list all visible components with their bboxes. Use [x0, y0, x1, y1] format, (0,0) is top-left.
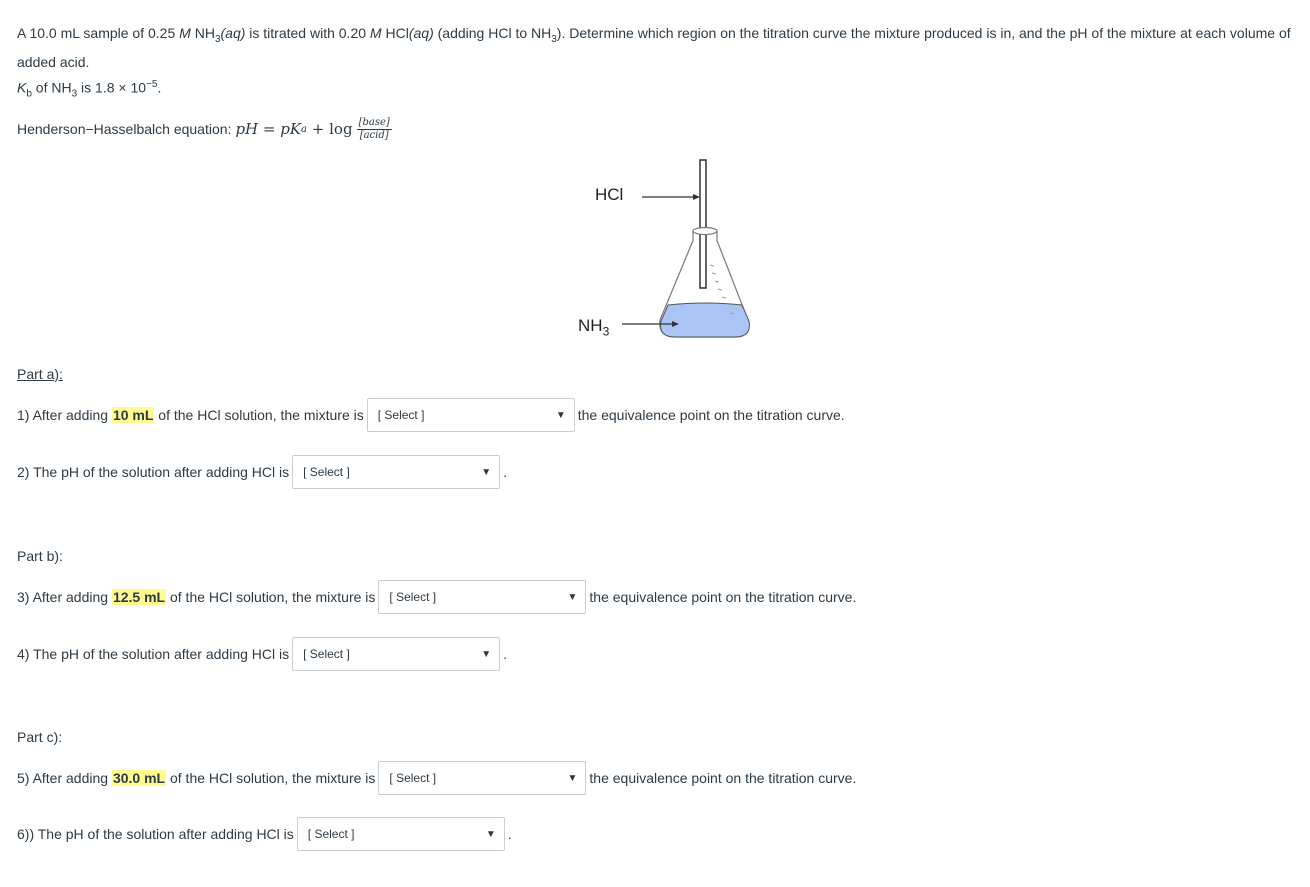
part-c-title: Part c): [17, 729, 63, 745]
select-value: [ Select ] [307, 827, 355, 841]
fraction-numerator: [base] [358, 116, 390, 128]
volume-highlight: 30.0 mL [112, 770, 166, 786]
question-text: of the HCl solution, the mixture is [154, 407, 364, 423]
ph-select-4[interactable] [292, 637, 500, 671]
question-3 [17, 579, 856, 615]
math-fraction [357, 117, 392, 142]
question-text: the equivalence point on the titration curve. [589, 589, 857, 605]
hcl-arrowhead [693, 194, 700, 200]
question-5 [17, 760, 856, 796]
molarity-unit: M [369, 25, 382, 41]
intro-text: is titrated with 0.20 [245, 25, 370, 41]
region-select-1[interactable] [367, 398, 575, 432]
question-2 [17, 454, 507, 490]
nh3-liquid [661, 303, 750, 337]
intro-text: HCl [381, 25, 409, 41]
subscript: 3 [71, 88, 78, 100]
chevron-down-icon: ▼ [555, 409, 566, 421]
volume-highlight: 10 mL [112, 407, 154, 423]
equation-math [235, 117, 391, 142]
ph-select-2[interactable] [292, 455, 500, 489]
region-select-3[interactable] [378, 580, 586, 614]
kb-text: is 1.8 × 10 [77, 79, 147, 96]
math-equals: = [258, 120, 281, 138]
region-select-5[interactable] [378, 761, 586, 795]
select-value: [ Select ] [377, 408, 425, 422]
equation-label: Henderson−Hasselbalch equation: [17, 121, 232, 137]
select-value: [ Select ] [389, 590, 437, 604]
select-value: [ Select ] [389, 771, 437, 785]
ph-select-6[interactable] [297, 817, 505, 851]
state-aq: (aq) [220, 25, 246, 41]
chevron-down-icon: ▼ [481, 648, 492, 660]
volume-highlight: 12.5 mL [112, 589, 166, 605]
subscript: 3 [551, 33, 557, 45]
chevron-down-icon: ▼ [481, 466, 492, 478]
burette-tube [700, 160, 706, 288]
question-text: 1) After adding [17, 407, 112, 423]
question-text: . [503, 646, 508, 662]
question-text: 4) The pH of the solution after adding HCl is [17, 646, 290, 662]
math-ph: pH [235, 120, 259, 138]
flask-rim [693, 228, 717, 235]
question-1 [17, 397, 845, 433]
chevron-down-icon: ▼ [485, 828, 496, 840]
math-pk: pK [280, 120, 302, 138]
select-value: [ Select ] [303, 465, 350, 479]
question-text: 6)) The pH of the solution after adding HCl is [17, 826, 294, 842]
intro-text: NH [190, 25, 215, 41]
question-text: . [507, 826, 512, 842]
question-4 [17, 636, 507, 672]
question-text: 3) After adding [17, 589, 112, 605]
kb-symbol: K [17, 79, 27, 96]
math-plus: + [307, 120, 330, 138]
question-text: . [503, 464, 508, 480]
problem-statement [17, 22, 1302, 73]
math-log: log [329, 120, 353, 138]
question-text: 2) The pH of the solution after adding HCl is [17, 464, 290, 480]
select-value: [ Select ] [303, 647, 350, 661]
molarity-unit: M [179, 25, 191, 41]
question-text: the equivalence point on the titration curve. [577, 407, 845, 423]
superscript: −5 [146, 79, 158, 90]
intro-text: ). Determine which region on the titration curve the mixture produced is in, and the pH of the mixture at each volume of added acid. [17, 25, 1291, 70]
question-text: of the HCl solution, the mixture is [166, 589, 376, 605]
intro-text: A 10.0 mL sample of 0.25 [17, 25, 180, 41]
question-text: of the HCl solution, the mixture is [166, 770, 376, 786]
part-a-title: Part a): [17, 366, 63, 382]
question-text: the equivalence point on the titration curve. [589, 770, 857, 786]
chevron-down-icon: ▼ [567, 772, 578, 784]
question-6 [17, 816, 512, 852]
kb-text: of NH [31, 79, 72, 96]
intro-text: (adding HCl to NH [433, 25, 552, 41]
part-b-title: Part b): [17, 548, 63, 564]
nh3-label [578, 316, 609, 338]
subscript: b [26, 88, 32, 100]
subscript: 3 [214, 33, 221, 45]
question-text: 5) After adding [17, 770, 112, 786]
henderson-hasselbalch-equation [17, 112, 392, 146]
subscript: a [301, 123, 308, 135]
chevron-down-icon: ▼ [567, 591, 578, 603]
subscript: 3 [602, 324, 610, 339]
hcl-label: HCl [595, 185, 624, 204]
kb-text: . [157, 79, 162, 96]
nh3-label-text: NH [578, 316, 603, 335]
state-aq: (aq) [408, 25, 434, 41]
fraction-denominator: [acid] [359, 129, 389, 141]
kb-statement [17, 79, 161, 99]
